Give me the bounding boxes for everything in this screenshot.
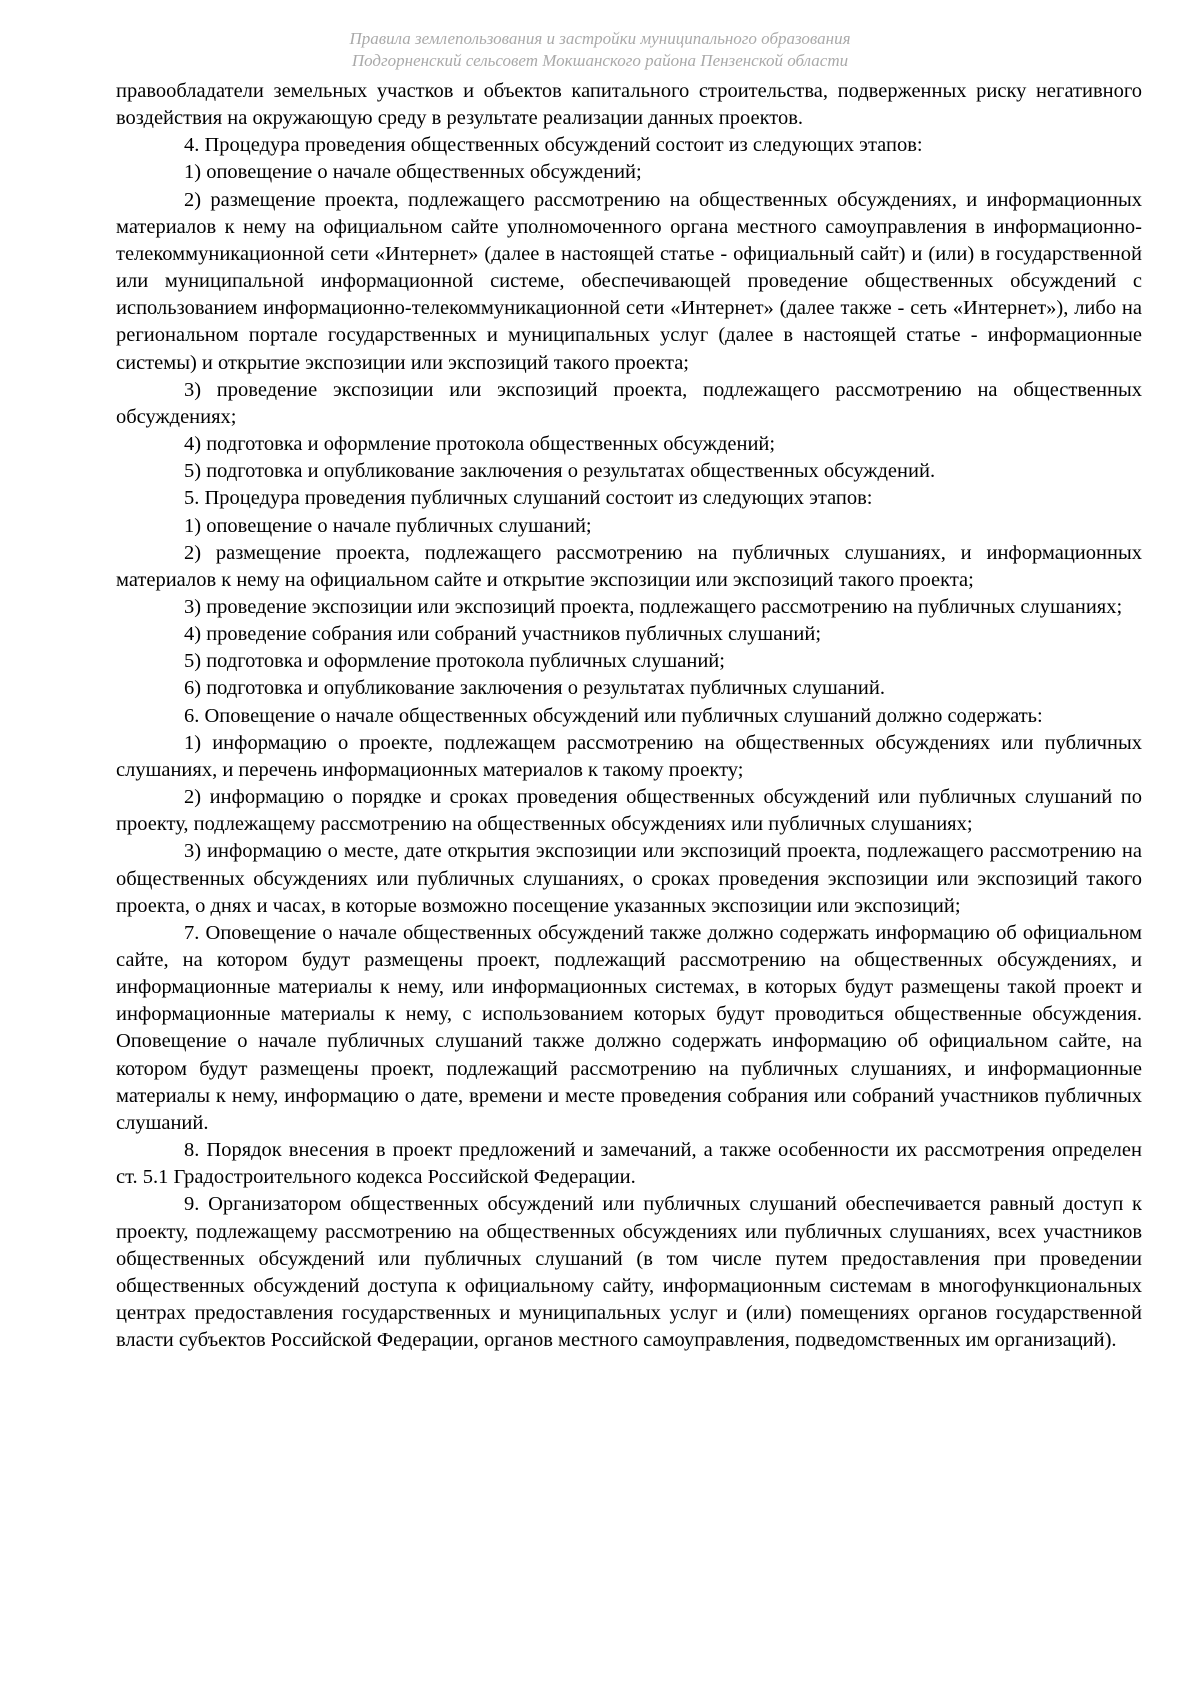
running-header-line-1: Правила землепользования и застройки муниципального образования [349, 29, 851, 48]
running-header-line-2: Подгорненский сельсовет Мокшанского района Пензенской области [351, 51, 849, 70]
paragraph-item-6-2: 2) информацию о порядке и сроках проведения общественных обсуждений или публичных слушаний по проекту, подлежащему рассмотрению на общественных обсуждениях или публичных слушаниях; [116, 786, 1142, 836]
paragraph-item-6-1: 1) информацию о проекте, подлежащем рассмотрению на общественных обсуждениях или публичных слушаниях, и перечень информационных материалов к такому проекту; [116, 731, 1142, 781]
paragraph-item-6: 6. Оповещение о начале общественных обсуждений или публичных слушаний должно содержать: [184, 704, 1043, 727]
paragraph-item-5-3: 3) проведение экспозиции или экспозиций проекта, подлежащего рассмотрению на публичных слушаниях; [184, 595, 1123, 618]
paragraph-item-4-1: 1) оповещение о начале общественных обсуждений; [184, 161, 642, 184]
paragraph-item-8: 8. Порядок внесения в проект предложений и замечаний, а также особенности их рассмотрения определен ст. 5.1 Градостроительного кодекса Российской Федерации. [116, 1139, 1142, 1189]
paragraph-item-4-5: 5) подготовка и опубликование заключения о результатах общественных обсуждений. [184, 460, 936, 483]
paragraph-item-6-3: 3) информацию о месте, дате открытия экспозиции или экспозиций проекта, подлежащего рассмотрению на общественных обсуждениях или публичных слушаниях, о сроках проведения экспозиции или экспозиций такого проекта, о днях и часах, в которые возможно посещение указанных экспозиции или экспозиций; [116, 840, 1142, 917]
paragraph-item-5-6: 6) подготовка и опубликование заключения о результатах публичных слушаний. [184, 677, 885, 700]
paragraph-item-5-2: 2) размещение проекта, подлежащего рассмотрению на публичных слушаниях, и информационных материалов к нему на официальном сайте и открытие экспозиции или экспозиций такого проекта; [116, 541, 1142, 591]
paragraph-item-5: 5. Процедура проведения публичных слушаний состоит из следующих этапов: [184, 487, 873, 510]
paragraph-item-9: 9. Организатором общественных обсуждений или публичных слушаний обеспечивается равный доступ к проекту, подлежащему рассмотрению на общественных обсуждениях или публичных слушаниях, всех участников общественных обсуждений или публичных слушаний (в том числе путем предоставления при проведении общественных обсуждений доступа к официальному сайту, информационным системам в многофункциональных центрах предоставления государственных и муниципальных услуг и (или) помещениях органов государственной власти субъектов Российской Федерации, органов местного самоуправления, подведомственных им организаций). [116, 1193, 1142, 1352]
running-header [0, 28, 1200, 72]
paragraph-item-4-2: 2) размещение проекта, подлежащего рассмотрению на общественных обсуждениях, и информационных материалов к нему на официальном сайте уполномоченного органа местного самоуправления в информационно-телекоммуникационной сети «Интернет» (далее в настоящей статье - официальный сайт) и (или) в государственной или муниципальной информационной системе, обеспечивающей проведение общественных обсуждений с использованием информационно-телекоммуникационной сети «Интернет» (далее также - сеть «Интернет»), либо на региональном портале государственных и муниципальных услуг (далее в настоящей статье - информационные системы) и открытие экспозиции или экспозиций такого проекта; [116, 188, 1142, 374]
document-body [116, 78, 1142, 1354]
paragraph-item-5-1: 1) оповещение о начале публичных слушаний; [184, 514, 592, 537]
paragraph-item-5-4: 4) проведение собрания или собраний участников публичных слушаний; [184, 623, 822, 646]
paragraph-item-4-3: 3) проведение экспозиции или экспозиций проекта, подлежащего рассмотрению на общественных обсуждениях; [116, 378, 1142, 428]
paragraph-item-4-4: 4) подготовка и оформление протокола общественных обсуждений; [184, 433, 776, 456]
paragraph-item-7: 7. Оповещение о начале общественных обсуждений также должно содержать информацию об официальном сайте, на котором будут размещены проект, подлежащий рассмотрению на общественных обсуждениях, и информационные материалы к нему, или информационных системах, в которых будут размещены такой проект и информационные материалы к нему, с использованием которых будут проводиться общественные обсуждения. Оповещение о начале публичных слушаний также должно содержать информацию об официальном сайте, на котором будут размещены проект, подлежащий рассмотрению на публичных слушаниях, и информационные материалы к нему, информацию о дате, времени и месте проведения собрания или собраний участников публичных слушаний. [116, 921, 1142, 1134]
paragraph-continuation: правообладатели земельных участков и объектов капитального строительства, подверженных риску негативного воздействия на окружающую среду в результате реализации данных проектов. [116, 80, 1142, 130]
paragraph-item-5-5: 5) подготовка и оформление протокола публичных слушаний; [184, 650, 725, 673]
paragraph-item-4: 4. Процедура проведения общественных обсуждений состоит из следующих этапов: [184, 134, 923, 157]
